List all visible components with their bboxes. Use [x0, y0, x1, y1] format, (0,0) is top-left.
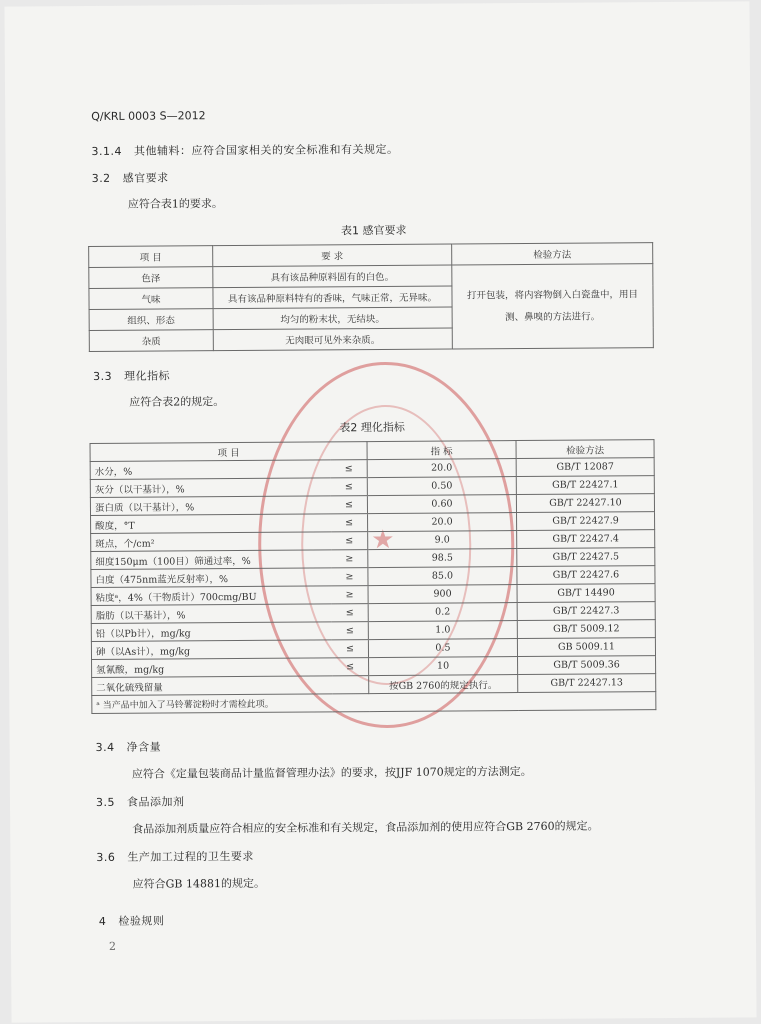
- method-cell: GB/T 12087: [516, 458, 654, 477]
- method-cell: GB/T 22427.6: [517, 566, 655, 585]
- section-3-6-body: 应符合GB 14881的规定。: [132, 876, 265, 891]
- page-number: 2: [108, 939, 117, 953]
- operator-cell: ≤: [331, 514, 368, 532]
- value-cell: 900: [368, 585, 517, 604]
- section-3-2-body: 应符合表1的要求。: [127, 197, 223, 211]
- item-cell: 组织、形态: [89, 309, 213, 331]
- item-cell: 色泽: [89, 267, 213, 289]
- section-title: 生产加工过程的卫生要求: [127, 849, 254, 864]
- table1-caption: 表1 感官要求: [340, 223, 407, 238]
- column-header: 项 目: [89, 246, 213, 268]
- value-cell: 10: [369, 657, 518, 676]
- value-cell: 20.0: [368, 513, 517, 532]
- section-3-6-heading: [96, 848, 254, 865]
- item-cell: 斑点，个/cm²: [91, 532, 332, 552]
- operator-cell: ≤: [332, 640, 369, 658]
- table-row: [89, 264, 653, 289]
- section-3-5-heading: [96, 793, 185, 810]
- operator-cell: ≤: [332, 622, 369, 640]
- star-icon: ★: [371, 524, 395, 556]
- method-cell: GB/T 22427.1: [516, 476, 654, 495]
- clause-3-1-4: [91, 141, 398, 159]
- value-cell: 20.0: [367, 459, 516, 478]
- document-page: [4, 1, 756, 1022]
- section-3-2-heading: [92, 169, 169, 186]
- section-number: 3.2: [91, 171, 111, 186]
- operator-cell: ≤: [331, 496, 368, 514]
- operator-cell: ≤: [331, 532, 368, 550]
- section-3-4-heading: [96, 739, 162, 755]
- clause-text: 其他辅料：应符合国家相关的安全标准和有关规定。: [133, 142, 399, 158]
- item-cell: 氢氰酸，mg/kg: [92, 658, 333, 678]
- operator-cell: ≤: [331, 460, 368, 478]
- item-cell: 粘度ᵃ，4%（干物质计）700cmg/BU: [91, 586, 332, 606]
- section-title: 净含量: [126, 740, 162, 754]
- operator-cell: ≥: [331, 568, 368, 586]
- method-cell: GB/T 5009.12: [517, 620, 655, 639]
- standard-number: Q/KRL 0003 S—2012: [91, 109, 206, 124]
- column-header: 指 标: [367, 441, 516, 460]
- method-cell: GB/T 22427.9: [517, 512, 655, 531]
- section-number: 3.5: [95, 795, 116, 809]
- item-cell: 蛋白质（以干基计），%: [90, 496, 331, 516]
- value-cell: 0.50: [367, 477, 516, 496]
- section-4-heading: [99, 913, 165, 929]
- item-cell: 水分，%: [90, 460, 331, 480]
- section-3-4-body: 应符合《定量包装商品计量监督管理办法》的要求，按JJF 1070规定的方法测定。: [131, 764, 532, 781]
- column-header: 项 目: [90, 442, 367, 462]
- item-cell: 脂肪（以干基计），%: [91, 604, 332, 624]
- item-cell: 酸度，°T: [91, 514, 332, 534]
- item-cell: 灰分（以干基计），%: [90, 478, 331, 498]
- section-title: 理化指标: [124, 369, 171, 383]
- value-cell: 9.0: [368, 531, 517, 550]
- method-cell: GB 5009.11: [517, 638, 655, 657]
- section-title: 感官要求: [122, 171, 169, 185]
- value-cell: 85.0: [368, 567, 517, 586]
- column-header: 检验方法: [516, 440, 654, 459]
- item-cell: 二氧化硫残留量: [92, 676, 369, 696]
- method-cell: GB/T 22427.13: [518, 674, 656, 693]
- section-number: 4: [98, 914, 107, 928]
- section-number: 3.4: [95, 740, 115, 754]
- method-cell: 打开包装，将内容物倒入白瓷盘中，用目测、鼻嗅的方法进行。: [452, 264, 654, 349]
- table2-caption: 表2 理化指标: [339, 420, 405, 435]
- item-cell: 铅（以Pb计），mg/kg: [91, 622, 332, 642]
- method-cell: GB/T 22427.5: [517, 548, 655, 567]
- section-title: 检验规则: [118, 914, 165, 928]
- item-cell: 气味: [89, 288, 213, 310]
- section-3-3-heading: [93, 367, 170, 384]
- operator-cell: ≥: [331, 550, 368, 568]
- item-cell: 白度（475nm蓝光反射率），%: [91, 568, 332, 588]
- physicochemical-indicators-table: [90, 439, 657, 714]
- item-cell: 杂质: [89, 330, 213, 352]
- operator-cell: ≤: [332, 604, 369, 622]
- section-title: 食品添加剂: [126, 795, 185, 809]
- value-cell: 0.5: [368, 639, 517, 658]
- requirement-cell: 具有该品种原料特有的香味，气味正常，无异味。: [213, 286, 452, 309]
- method-cell: GB/T 22427.10: [516, 494, 654, 513]
- column-header: 要 求: [213, 244, 452, 267]
- value-cell: 按GB 2760的规定执行。: [369, 675, 518, 694]
- table-note-row: [92, 692, 656, 714]
- item-cell: 细度150μm（100目）筛通过率，%: [91, 550, 332, 570]
- section-3-3-body: 应符合表2的规定。: [129, 395, 225, 409]
- requirement-cell: 均匀的粉末状，无结块。: [213, 307, 452, 330]
- value-cell: 98.5: [368, 549, 517, 568]
- operator-cell: ≤: [331, 478, 368, 496]
- item-cell: 砷（以As计），mg/kg: [91, 640, 332, 660]
- clause-number: 3.1.4: [91, 144, 123, 159]
- operator-cell: ≥: [332, 586, 369, 604]
- section-number: 3.3: [93, 369, 113, 384]
- operator-cell: ≤: [332, 658, 369, 676]
- sensory-requirements-table: [88, 242, 654, 352]
- section-3-5-body: 食品添加剂质量应符合相应的安全标准和有关规定，食品添加剂的使用应符合GB 2760的规定。: [132, 819, 599, 836]
- method-cell: GB/T 5009.36: [518, 656, 656, 675]
- table-body: [90, 458, 655, 678]
- value-cell: 0.60: [367, 495, 516, 514]
- requirement-cell: 具有该品种原料固有的白色。: [213, 265, 452, 288]
- value-cell: 1.0: [368, 621, 517, 640]
- requirement-cell: 无肉眼可见外来杂质。: [213, 328, 452, 351]
- table-footnote: ᵃ 当产品中加入了马铃薯淀粉时才需检此项。: [92, 692, 656, 714]
- value-cell: 0.2: [368, 603, 517, 622]
- method-cell: GB/T 22427.3: [517, 602, 655, 621]
- method-cell: GB/T 14490: [517, 584, 655, 603]
- section-number: 3.6: [96, 850, 116, 864]
- method-cell: GB/T 22427.4: [517, 530, 655, 549]
- column-header: 检验方法: [452, 243, 653, 265]
